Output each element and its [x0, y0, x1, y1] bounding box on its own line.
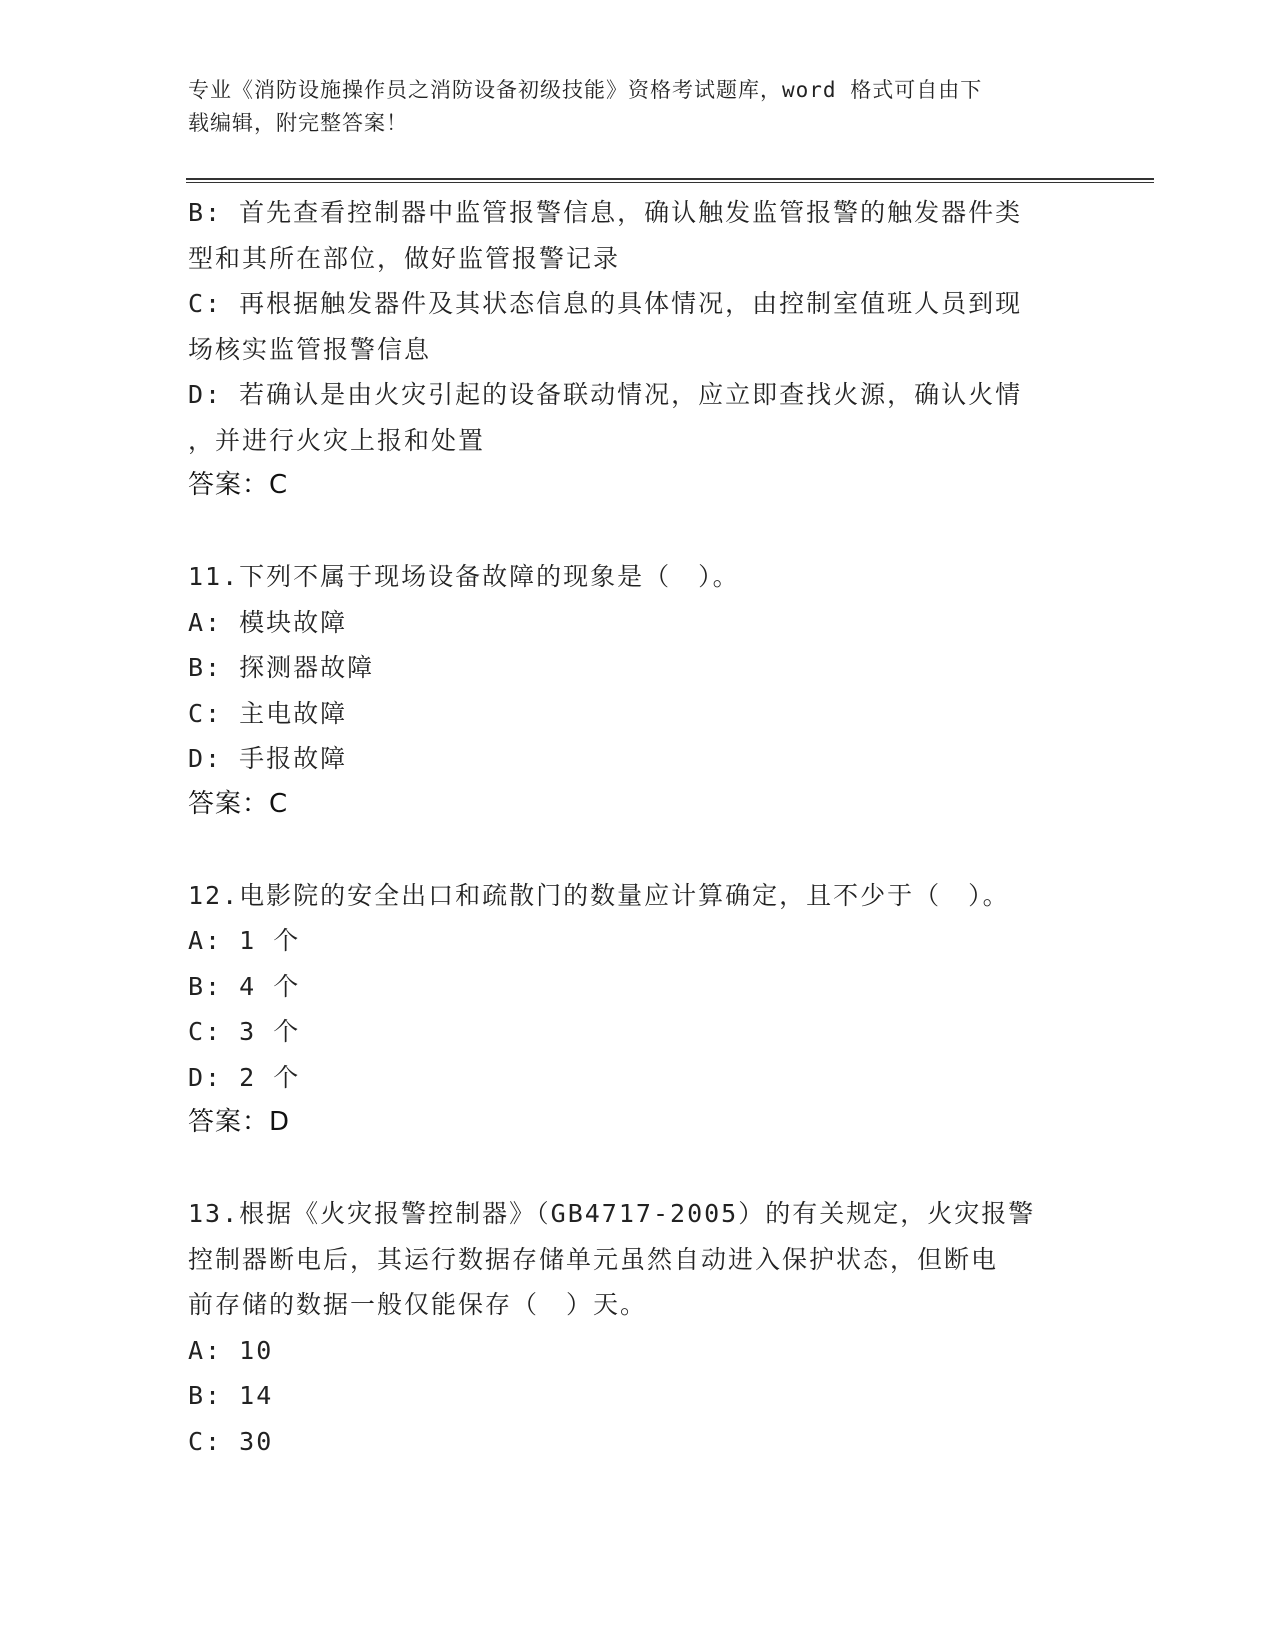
- option-c-line-2: 场核实监管报警信息: [188, 334, 432, 364]
- option-c-line-1: C: 再根据触发器件及其状态信息的具体情况，由控制室值班人员到现: [188, 289, 1023, 318]
- header-line-2: 载编辑，附完整答案！: [188, 111, 408, 135]
- option-a: A: 10: [188, 1335, 274, 1365]
- question-stem-line-1: 13.根据《火灾报警控制器》（GB4717-2005）的有关规定，火灾报警: [188, 1199, 1036, 1228]
- option-c: C: 3 个: [188, 1017, 301, 1046]
- option-b: B: 14: [188, 1381, 274, 1410]
- header-line-1: 专业《消防设施操作员之消防设备初级技能》资格考试题库，word 格式可自由下: [188, 78, 983, 102]
- spacer: [188, 509, 1088, 555]
- question-stem: 11.下列不属于现场设备故障的现象是（ ）。: [188, 562, 740, 591]
- spacer: [188, 1146, 1088, 1192]
- option-a: A: 1 个: [188, 926, 301, 955]
- option-d: D: 手报故障: [188, 744, 348, 773]
- option-b: B: 探测器故障: [188, 653, 375, 682]
- option-b-line-1: B: 首先查看控制器中监管报警信息，确认触发监管报警的触发器件类: [188, 198, 1023, 227]
- question-stem: 12.电影院的安全出口和疏散门的数量应计算确定，且不少于（ ）。: [188, 880, 1010, 910]
- answer-label: 答案：D: [188, 1107, 291, 1137]
- page-header: [188, 74, 1068, 140]
- answer-label: 答案：C: [188, 470, 289, 500]
- question-body: [188, 190, 1088, 1464]
- header-divider: [186, 178, 1154, 183]
- spacer: [188, 827, 1088, 873]
- option-d-line-1: D: 若确认是由火灾引起的设备联动情况，应立即查找火源，确认火情: [188, 380, 1023, 409]
- question-11: [188, 554, 1088, 827]
- question-12: [188, 873, 1088, 1146]
- question-stem-line-2: 控制器断电后，其运行数据存储单元虽然自动进入保护状态，但断电: [188, 1244, 999, 1274]
- option-b: B: 4 个: [188, 971, 301, 1001]
- question-13: [188, 1191, 1088, 1464]
- option-d-line-2: ，并进行火灾上报和处置: [188, 425, 486, 455]
- option-c: C: 主电故障: [188, 698, 348, 728]
- option-a: A: 模块故障: [188, 607, 348, 637]
- option-d: D: 2 个: [188, 1062, 301, 1092]
- option-b-line-2: 型和其所在部位，做好监管报警记录: [188, 243, 621, 273]
- answer-label: 答案：C: [188, 788, 289, 819]
- question-10-continued: [188, 190, 1088, 509]
- option-c: C: 30: [188, 1426, 274, 1456]
- question-stem-line-3: 前存储的数据一般仅能保存（ ）天。: [188, 1290, 648, 1319]
